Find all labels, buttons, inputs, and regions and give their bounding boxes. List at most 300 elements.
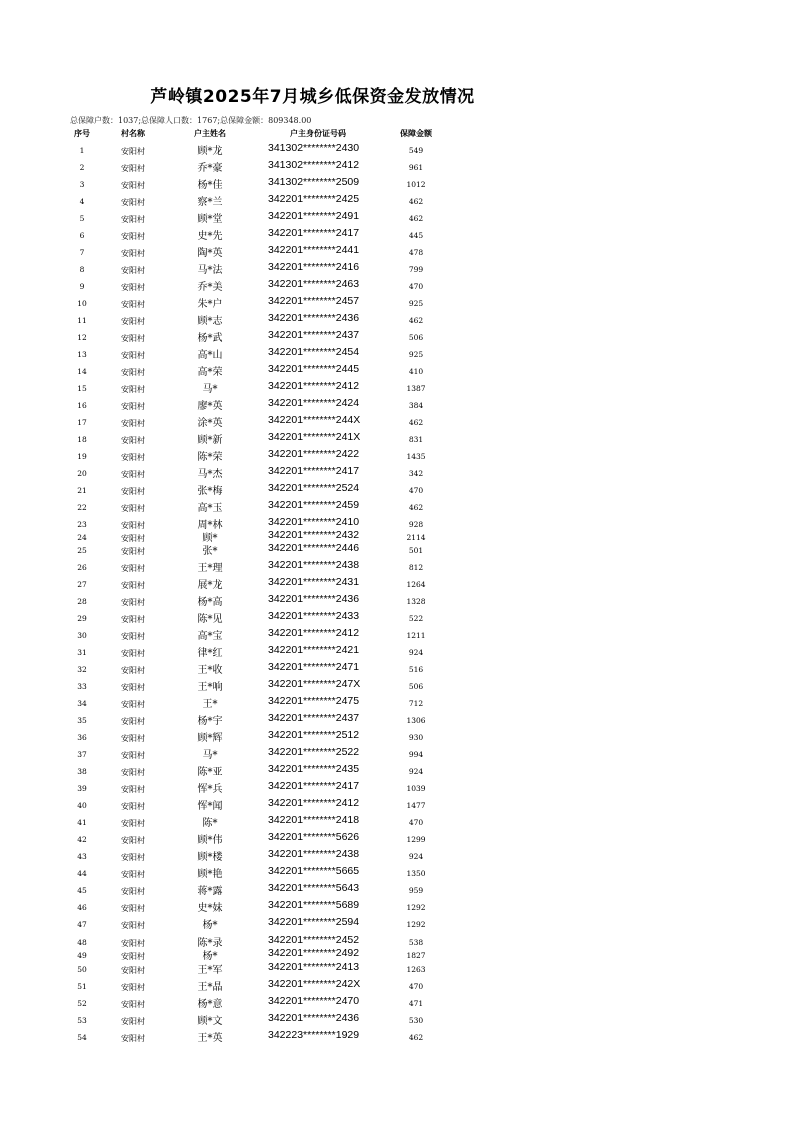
row-village: 安阳村 — [121, 317, 145, 326]
row-village: 安阳村 — [121, 249, 145, 258]
row-id: 342201********2412 — [268, 380, 360, 392]
row-no: 28 — [77, 597, 87, 606]
row-name: 顾*文 — [197, 1016, 223, 1027]
row-no: 27 — [77, 580, 87, 589]
row-name: 陶*英 — [197, 248, 223, 259]
row-village: 安阳村 — [121, 615, 145, 624]
row-name: 王*英 — [197, 1033, 223, 1044]
table-row — [0, 712, 793, 726]
row-amount: 1263 — [406, 965, 426, 974]
row-id: 342201********5643 — [268, 882, 360, 894]
row-amount: 342 — [408, 469, 424, 478]
row-id: 342201********2425 — [268, 193, 360, 205]
row-id: 342201********2432 — [268, 529, 360, 541]
row-id: 342201********2459 — [268, 499, 360, 511]
table-row — [0, 865, 793, 879]
row-id: 342201********5665 — [268, 865, 360, 877]
row-amount: 462 — [408, 214, 424, 223]
table-row — [0, 559, 793, 573]
row-village: 安阳村 — [121, 385, 145, 394]
summary-line: 总保障户数：1037;总保障人口数：1767;总保障金额：809348.00 — [70, 116, 312, 125]
row-no: 42 — [77, 835, 87, 844]
header-no: 序号 — [74, 129, 90, 138]
row-no: 30 — [77, 631, 87, 640]
row-name: 乔*美 — [197, 282, 223, 293]
table-row — [0, 848, 793, 862]
row-village: 安阳村 — [121, 1017, 145, 1026]
row-no: 1 — [79, 146, 85, 155]
row-name: 陈*见 — [197, 614, 223, 625]
row-id: 342201********2410 — [268, 516, 360, 528]
row-no: 20 — [77, 469, 87, 478]
table-row — [0, 142, 793, 156]
row-name: 陈*录 — [197, 938, 223, 949]
row-id: 342201********2463 — [268, 278, 360, 290]
row-village: 安阳村 — [121, 768, 145, 777]
table-row — [0, 995, 793, 1009]
row-village: 安阳村 — [121, 683, 145, 692]
row-village: 安阳村 — [121, 952, 145, 961]
row-village: 安阳村 — [121, 904, 145, 913]
row-village: 安阳村 — [121, 1034, 145, 1043]
row-amount: 516 — [408, 665, 424, 674]
table-row — [0, 346, 793, 360]
row-name: 顾*辉 — [197, 733, 223, 744]
row-name: 蒋*露 — [197, 886, 223, 897]
row-id: 342201********5689 — [268, 899, 360, 911]
table-row — [0, 193, 793, 207]
row-id: 342201********2422 — [268, 448, 360, 460]
row-id: 342201********2416 — [268, 261, 360, 273]
row-no: 26 — [77, 563, 87, 572]
row-name: 王*响 — [197, 682, 223, 693]
row-village: 安阳村 — [121, 147, 145, 156]
row-village: 安阳村 — [121, 504, 145, 513]
table-row — [0, 227, 793, 241]
row-amount: 924 — [408, 852, 424, 861]
row-id: 342201********2491 — [268, 210, 360, 222]
table-row — [0, 899, 793, 913]
row-amount: 462 — [408, 1033, 424, 1042]
row-amount: 961 — [408, 163, 424, 172]
row-name: 恽*闻 — [197, 801, 223, 812]
table-row — [0, 278, 793, 292]
row-id: 342201********2438 — [268, 559, 360, 571]
row-village: 安阳村 — [121, 453, 145, 462]
table-row — [0, 431, 793, 445]
row-name: 陈*荣 — [197, 452, 223, 463]
row-village: 安阳村 — [121, 836, 145, 845]
row-id: 342201********2512 — [268, 729, 360, 741]
row-no: 45 — [77, 886, 87, 895]
row-name: 马* — [202, 750, 218, 761]
row-id: 342201********2457 — [268, 295, 360, 307]
row-no: 50 — [77, 965, 87, 974]
row-no: 11 — [77, 316, 87, 325]
row-name: 顾*艳 — [197, 869, 223, 880]
row-name: 廖*英 — [197, 401, 223, 412]
row-amount: 1211 — [406, 631, 426, 640]
row-village: 安阳村 — [121, 853, 145, 862]
table-row — [0, 593, 793, 607]
row-amount: 1012 — [406, 180, 426, 189]
table-row — [0, 295, 793, 309]
row-no: 33 — [77, 682, 87, 691]
row-village: 安阳村 — [121, 819, 145, 828]
table-row — [0, 363, 793, 377]
row-amount: 1292 — [406, 903, 426, 912]
row-id: 342201********2417 — [268, 465, 360, 477]
row-amount: 530 — [408, 1016, 424, 1025]
row-amount: 462 — [408, 418, 424, 427]
row-id: 342201********2446 — [268, 542, 360, 554]
row-name: 朱*户 — [197, 299, 223, 310]
row-no: 6 — [79, 231, 85, 240]
table-row — [0, 448, 793, 462]
row-id: 342201********2492 — [268, 947, 360, 959]
row-no: 13 — [77, 350, 87, 359]
row-no: 39 — [77, 784, 87, 793]
row-no: 29 — [77, 614, 87, 623]
row-amount: 1435 — [406, 452, 426, 461]
row-village: 安阳村 — [121, 215, 145, 224]
table-row — [0, 465, 793, 479]
row-amount: 501 — [408, 546, 424, 555]
row-name: 律*红 — [197, 648, 223, 659]
row-name: 高*山 — [197, 350, 223, 361]
row-id: 341302********2509 — [268, 176, 360, 188]
row-amount: 506 — [408, 333, 424, 342]
row-name: 王* — [202, 699, 218, 710]
row-village: 安阳村 — [121, 649, 145, 658]
row-amount: 462 — [408, 197, 424, 206]
row-amount: 831 — [408, 435, 424, 444]
row-name: 顾*堂 — [197, 214, 223, 225]
row-amount: 549 — [408, 146, 424, 155]
row-no: 14 — [77, 367, 87, 376]
table-row — [0, 746, 793, 760]
row-name: 杨*武 — [197, 333, 223, 344]
row-village: 安阳村 — [121, 666, 145, 675]
row-village: 安阳村 — [121, 939, 145, 948]
table-row — [0, 882, 793, 896]
row-village: 安阳村 — [121, 785, 145, 794]
row-no: 35 — [77, 716, 87, 725]
table-row — [0, 934, 793, 948]
table-row — [0, 482, 793, 496]
row-no: 23 — [77, 520, 87, 529]
row-no: 32 — [77, 665, 87, 674]
row-village: 安阳村 — [121, 921, 145, 930]
table-row — [0, 763, 793, 777]
row-amount: 410 — [408, 367, 424, 376]
table-row — [0, 695, 793, 709]
table-row — [0, 644, 793, 658]
table-row — [0, 499, 793, 513]
row-village: 安阳村 — [121, 436, 145, 445]
row-name: 周*林 — [197, 520, 223, 531]
row-no: 8 — [79, 265, 85, 274]
row-amount: 924 — [408, 767, 424, 776]
row-amount: 1292 — [406, 920, 426, 929]
row-village: 安阳村 — [121, 181, 145, 190]
row-id: 342201********241X — [268, 431, 361, 443]
table-row — [0, 529, 793, 543]
row-no: 19 — [77, 452, 87, 461]
row-no: 17 — [77, 418, 87, 427]
row-amount: 470 — [408, 982, 424, 991]
row-village: 安阳村 — [121, 734, 145, 743]
table-row — [0, 961, 793, 975]
row-name: 陈* — [202, 818, 218, 829]
row-no: 3 — [79, 180, 85, 189]
row-no: 7 — [79, 248, 85, 257]
row-name: 史*先 — [197, 231, 223, 242]
row-village: 安阳村 — [121, 802, 145, 811]
row-id: 342201********2436 — [268, 593, 360, 605]
row-village: 安阳村 — [121, 232, 145, 241]
table-row — [0, 576, 793, 590]
row-name: 杨* — [202, 951, 218, 962]
row-amount: 1477 — [406, 801, 426, 810]
row-village: 安阳村 — [121, 266, 145, 275]
row-amount: 470 — [408, 818, 424, 827]
row-village: 安阳村 — [121, 564, 145, 573]
row-name: 张*梅 — [197, 486, 223, 497]
row-amount: 2114 — [406, 533, 426, 542]
row-amount: 928 — [408, 520, 424, 529]
row-amount: 462 — [408, 316, 424, 325]
table-row — [0, 210, 793, 224]
row-name: 王*晶 — [197, 982, 223, 993]
row-amount: 1387 — [406, 384, 426, 393]
row-no: 5 — [79, 214, 85, 223]
row-name: 杨*高 — [197, 597, 223, 608]
row-village: 安阳村 — [121, 402, 145, 411]
table-row — [0, 329, 793, 343]
row-village: 安阳村 — [121, 598, 145, 607]
row-no: 2 — [79, 163, 85, 172]
row-amount: 925 — [408, 350, 424, 359]
row-no: 10 — [77, 299, 87, 308]
row-village: 安阳村 — [121, 751, 145, 760]
row-village: 安阳村 — [121, 700, 145, 709]
table-row — [0, 261, 793, 275]
table-row — [0, 831, 793, 845]
row-no: 52 — [77, 999, 87, 1008]
row-id: 342201********2433 — [268, 610, 360, 622]
table-row — [0, 729, 793, 743]
row-village: 安阳村 — [121, 368, 145, 377]
header-amount: 保障金额 — [400, 129, 432, 138]
row-no: 51 — [77, 982, 87, 991]
row-village: 安阳村 — [121, 581, 145, 590]
table-row — [0, 797, 793, 811]
row-amount: 1827 — [406, 951, 426, 960]
row-amount: 712 — [408, 699, 424, 708]
row-no: 44 — [77, 869, 87, 878]
row-id: 342201********2417 — [268, 780, 360, 792]
table-row — [0, 610, 793, 624]
row-id: 342223********1929 — [268, 1029, 360, 1041]
row-no: 34 — [77, 699, 87, 708]
row-id: 342201********2435 — [268, 763, 360, 775]
row-id: 342201********2470 — [268, 995, 360, 1007]
row-no: 53 — [77, 1016, 87, 1025]
row-no: 22 — [77, 503, 87, 512]
table-row — [0, 780, 793, 794]
row-name: 王*军 — [197, 965, 223, 976]
row-id: 342201********2471 — [268, 661, 360, 673]
table-row — [0, 542, 793, 556]
row-no: 4 — [79, 197, 85, 206]
row-id: 342201********2438 — [268, 848, 360, 860]
row-no: 21 — [77, 486, 87, 495]
row-village: 安阳村 — [121, 534, 145, 543]
row-village: 安阳村 — [121, 487, 145, 496]
row-id: 341302********2412 — [268, 159, 360, 171]
table-row — [0, 814, 793, 828]
row-amount: 1299 — [406, 835, 426, 844]
row-village: 安阳村 — [121, 419, 145, 428]
row-no: 46 — [77, 903, 87, 912]
row-id: 342201********2412 — [268, 627, 360, 639]
table-row — [0, 380, 793, 394]
row-amount: 462 — [408, 503, 424, 512]
table-row — [0, 244, 793, 258]
row-id: 342201********2424 — [268, 397, 360, 409]
row-no: 18 — [77, 435, 87, 444]
row-name: 史*妹 — [197, 903, 223, 914]
row-name: 马* — [202, 384, 218, 395]
table-row — [0, 916, 793, 930]
row-village: 安阳村 — [121, 300, 145, 309]
page-title: 芦岭镇2025年7月城乡低保资金发放情况 — [150, 87, 475, 107]
row-name: 马*法 — [197, 265, 223, 276]
row-village: 安阳村 — [121, 521, 145, 530]
row-no: 25 — [77, 546, 87, 555]
row-no: 43 — [77, 852, 87, 861]
row-name: 顾*新 — [197, 435, 223, 446]
row-village: 安阳村 — [121, 983, 145, 992]
row-name: 王*收 — [197, 665, 223, 676]
row-id: 342201********2452 — [268, 934, 360, 946]
row-id: 342201********2431 — [268, 576, 360, 588]
row-amount: 1306 — [406, 716, 426, 725]
row-no: 24 — [77, 533, 87, 542]
row-amount: 478 — [408, 248, 424, 257]
row-amount: 930 — [408, 733, 424, 742]
row-no: 40 — [77, 801, 87, 810]
row-id: 342201********244X — [268, 414, 361, 426]
row-village: 安阳村 — [121, 164, 145, 173]
row-no: 12 — [77, 333, 87, 342]
table-row — [0, 312, 793, 326]
table-row — [0, 1029, 793, 1043]
row-id: 342201********2436 — [268, 1012, 360, 1024]
row-name: 顾*龙 — [197, 146, 223, 157]
table-row — [0, 947, 793, 961]
row-amount: 506 — [408, 682, 424, 691]
row-id: 342201********247X — [268, 678, 361, 690]
row-name: 王*理 — [197, 563, 223, 574]
row-no: 9 — [79, 282, 85, 291]
row-amount: 470 — [408, 282, 424, 291]
row-village: 安阳村 — [121, 334, 145, 343]
row-id: 342201********2522 — [268, 746, 360, 758]
row-id: 342201********2418 — [268, 814, 360, 826]
table-row — [0, 397, 793, 411]
row-name: 顾*伟 — [197, 835, 223, 846]
row-amount: 924 — [408, 648, 424, 657]
row-id: 342201********2524 — [268, 482, 360, 494]
row-village: 安阳村 — [121, 887, 145, 896]
row-name: 杨* — [202, 920, 218, 931]
row-village: 安阳村 — [121, 547, 145, 556]
table-row — [0, 627, 793, 641]
row-name: 马*杰 — [197, 469, 223, 480]
row-village: 安阳村 — [121, 717, 145, 726]
row-amount: 1264 — [406, 580, 426, 589]
table-row — [0, 176, 793, 190]
row-village: 安阳村 — [121, 283, 145, 292]
header-id: 户主身份证号码 — [290, 129, 346, 138]
row-name: 杨*意 — [197, 999, 223, 1010]
header-village: 村名称 — [121, 129, 145, 138]
row-name: 杨*宇 — [197, 716, 223, 727]
table-header — [0, 128, 793, 140]
row-village: 安阳村 — [121, 198, 145, 207]
table-row — [0, 978, 793, 992]
row-name: 乔*豪 — [197, 163, 223, 174]
row-amount: 994 — [408, 750, 424, 759]
row-id: 342201********242X — [268, 978, 361, 990]
row-id: 342201********2445 — [268, 363, 360, 375]
row-village: 安阳村 — [121, 966, 145, 975]
row-id: 342201********2413 — [268, 961, 360, 973]
row-id: 342201********2454 — [268, 346, 360, 358]
row-no: 41 — [77, 818, 87, 827]
row-no: 36 — [77, 733, 87, 742]
row-amount: 445 — [408, 231, 424, 240]
row-name: 陈*亚 — [197, 767, 223, 778]
row-id: 341302********2430 — [268, 142, 360, 154]
row-amount: 1039 — [406, 784, 426, 793]
row-id: 342201********2421 — [268, 644, 360, 656]
row-amount: 959 — [408, 886, 424, 895]
row-amount: 925 — [408, 299, 424, 308]
table-row — [0, 414, 793, 428]
row-name: 高*宝 — [197, 631, 223, 642]
row-village: 安阳村 — [121, 870, 145, 879]
row-name: 察*兰 — [197, 197, 223, 208]
row-id: 342201********2417 — [268, 227, 360, 239]
row-id: 342201********2437 — [268, 712, 360, 724]
row-name: 杨*佳 — [197, 180, 223, 191]
row-name: 涂*英 — [197, 418, 223, 429]
row-no: 16 — [77, 401, 87, 410]
row-no: 15 — [77, 384, 87, 393]
row-no: 38 — [77, 767, 87, 776]
row-no: 49 — [77, 951, 87, 960]
row-amount: 538 — [408, 938, 424, 947]
header-name: 户主姓名 — [194, 129, 226, 138]
row-id: 342201********2475 — [268, 695, 360, 707]
row-id: 342201********5626 — [268, 831, 360, 843]
row-id: 342201********2594 — [268, 916, 360, 928]
row-name: 张* — [202, 546, 218, 557]
table-row — [0, 661, 793, 675]
